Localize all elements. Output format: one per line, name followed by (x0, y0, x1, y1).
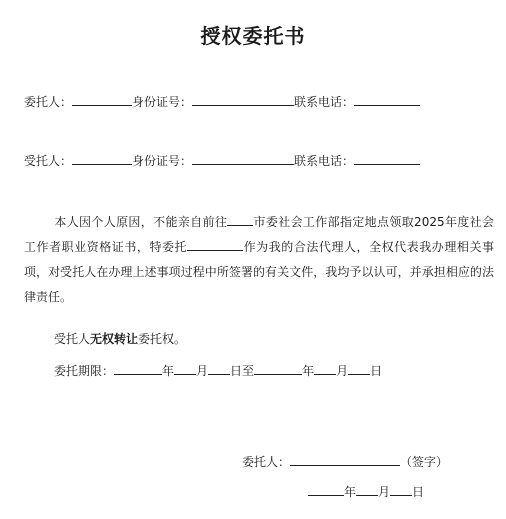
no-transfer-suffix: 委托权。 (138, 332, 187, 346)
principal-name-field[interactable] (72, 93, 132, 106)
body-part1: 本人因个人原因，不能亲自前往 (54, 215, 228, 229)
body-part2: 市委社会工作部指定地点领取2025年度社会工作者职业资格证书，特委托 (24, 215, 494, 254)
no-transfer-clause (54, 332, 186, 347)
sign-date-row (308, 483, 424, 500)
period-end-month-field[interactable] (314, 362, 336, 375)
period-end-day-field[interactable] (348, 362, 370, 375)
period-year-unit: 年 (162, 364, 175, 378)
period-month-unit: 月 (196, 364, 209, 378)
period-start-year-field[interactable] (114, 362, 162, 375)
principal-id-label: 身份证号： (132, 95, 193, 109)
principal-phone-label: 联系电话： (294, 95, 355, 109)
agent-name-field[interactable] (72, 152, 132, 165)
period-end-year-field[interactable] (254, 362, 302, 375)
period-day-to: 日至 (230, 364, 255, 378)
period-label: 委托期限： (54, 364, 115, 378)
agent-phone-field[interactable] (354, 152, 420, 165)
document-title: 授权委托书 (200, 24, 306, 48)
location-field[interactable] (227, 213, 253, 226)
sign-month-field[interactable] (356, 483, 378, 496)
body-paragraph (24, 210, 494, 310)
no-transfer-prefix: 受托人 (54, 332, 91, 346)
agent-info-row (24, 152, 420, 169)
period-start-month-field[interactable] (174, 362, 196, 375)
agent-phone-label: 联系电话： (294, 154, 355, 168)
period-end-year-unit: 年 (302, 364, 315, 378)
sign-year-unit: 年 (344, 485, 357, 499)
signature-note: （签字） (400, 455, 449, 469)
agent-name-inline-field[interactable] (187, 238, 243, 251)
signature-row (242, 453, 448, 470)
period-end-month-unit: 月 (336, 364, 349, 378)
principal-info-row (24, 93, 420, 110)
agent-id-label: 身份证号： (132, 154, 193, 168)
sign-day-unit: 日 (412, 485, 425, 499)
sign-month-unit: 月 (378, 485, 391, 499)
sign-year-field[interactable] (308, 483, 344, 496)
agent-id-field[interactable] (192, 152, 294, 165)
sign-day-field[interactable] (390, 483, 412, 496)
signature-label: 委托人： (242, 455, 291, 469)
agent-label: 受托人： (24, 154, 73, 168)
period-end-day-unit: 日 (370, 364, 383, 378)
period-start-day-field[interactable] (208, 362, 230, 375)
entrust-period-row (54, 362, 382, 379)
signature-field[interactable] (290, 453, 400, 466)
principal-phone-field[interactable] (354, 93, 420, 106)
body-part3: 作为我的合法代理人，全权代表我办理相关事项，对受托人在办理上述事项过程中所签署的有关文件，我均予以认可，并承担相应的法律责任。 (24, 240, 494, 304)
no-transfer-bold: 无权转让 (90, 332, 139, 346)
principal-id-field[interactable] (192, 93, 294, 106)
principal-label: 委托人： (24, 95, 73, 109)
